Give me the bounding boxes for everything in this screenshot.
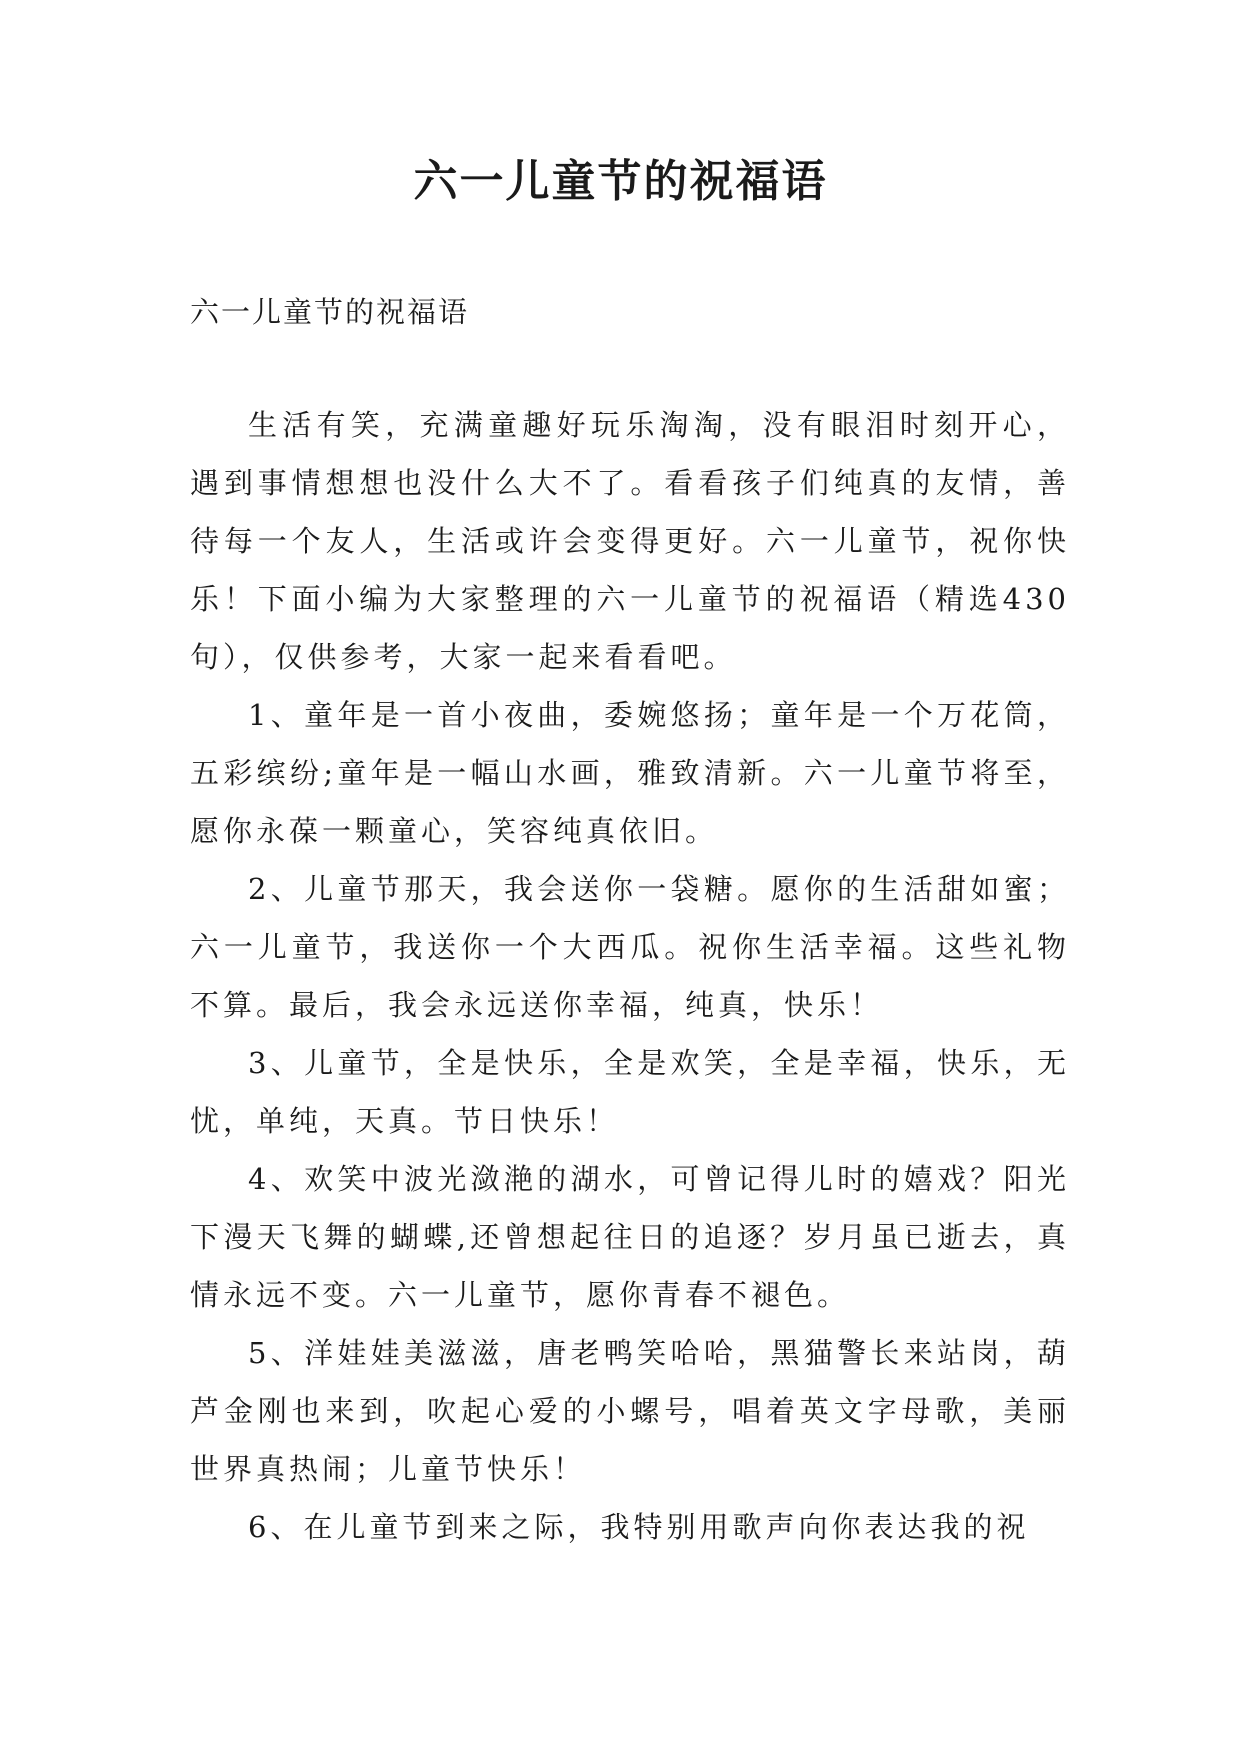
document-title: 六一儿童节的祝福语	[413, 156, 828, 207]
intro-paragraph: 生活有笑，充满童趣好玩乐淘淘，没有眼泪时刻开心，遇到事情想想也没什么大不了。看看孩子们纯真的友情，善待每一个友人，生活或许会变得更好。六一儿童节，祝你快乐！下面小编为大家整理的六一儿童节的祝福语（精选430句），仅供参考，大家一起来看看吧。	[190, 408, 1070, 674]
wish-paragraph-4: 4、欢笑中波光潋滟的湖水，可曾记得儿时的嬉戏？阳光下漫天飞舞的蝴蝶,还曾想起往日的追逐？岁月虽已逝去，真情永远不变。六一儿童节，愿你青春不褪色。	[190, 1162, 1070, 1312]
wish-paragraph-6: 6、在儿童节到来之际，我特别用歌声向你表达我的祝	[248, 1510, 1030, 1544]
document-body	[190, 292, 1070, 1556]
wish-paragraph-1: 1、童年是一首小夜曲，委婉悠扬；童年是一个万花筒，五彩缤纷;童年是一幅山水画，雅致清新。六一儿童节将至，愿你永葆一颗童心，笑容纯真依旧。	[190, 698, 1070, 848]
wish-paragraph-2: 2、儿童节那天，我会送你一袋糖。愿你的生活甜如蜜；六一儿童节，我送你一个大西瓜。祝你生活幸福。这些礼物不算。最后，我会永远送你幸福，纯真，快乐！	[190, 872, 1070, 1022]
document-subtitle: 六一儿童节的祝福语	[190, 295, 470, 329]
wish-paragraph-3: 3、儿童节，全是快乐，全是欢笑，全是幸福，快乐，无忧，单纯，天真。节日快乐！	[190, 1046, 1070, 1138]
wish-paragraph-5: 5、洋娃娃美滋滋，唐老鸭笑哈哈，黑猫警长来站岗，葫芦金刚也来到，吹起心爱的小螺号，唱着英文字母歌，美丽世界真热闹；儿童节快乐！	[190, 1336, 1070, 1486]
